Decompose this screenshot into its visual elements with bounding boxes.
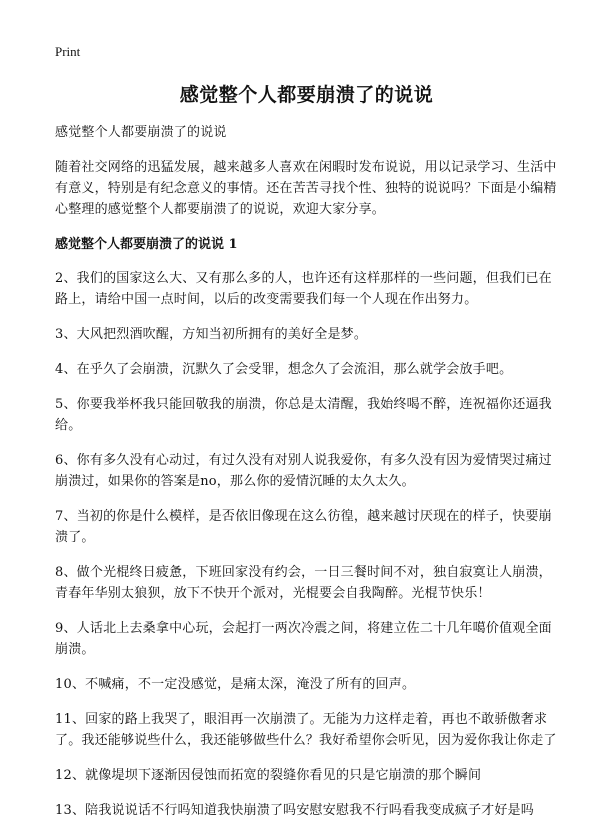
item-list: [55, 268, 558, 821]
list-item: 8、做个光棍终日疲惫，下班回家没有约会，一日三餐时间不对，独自寂寞让人崩溃，青春年华别太狼狈，放下不快开个派对，光棍要会自我陶醉。光棍节快乐！: [55, 565, 552, 601]
list-item: 12、就像堤坝下逐渐因侵蚀而拓宽的裂缝你看见的只是它崩溃的那个瞬间: [55, 768, 482, 783]
list-item: 9、人话北上去桑拿中心玩，会起打一两次冷震之间，将建立佐二十几年噶价值观全面崩溃。: [55, 621, 552, 657]
list-item: 7、当初的你是什么模样，是否依旧像现在这么彷徨，越来越讨厌现在的样子，快要崩溃了。: [55, 509, 552, 545]
list-item: 2、我们的国家这么大、又有那么多的人，也许还有这样那样的一些问题，但我们已在路上，请给中国一点时间，以后的改变需要我们每一个人现在作出努力。: [55, 271, 552, 307]
list-item: 5、你要我举杯我只能回敬我的崩溃，你总是太清醒，我始终喝不醉，连祝福你还逼我给。: [55, 397, 552, 433]
list-item: 4、在乎久了会崩溃，沉默久了会受罪，想念久了会流泪，那么就学会放手吧。: [55, 362, 513, 377]
list-item: 11、回家的路上我哭了，眼泪再一次崩溃了。无能为力这样走着，再也不敢骄傲奢求了。我还能够说些什么，我还能够做些什么？我好希望你会听见，因为爱你我让你走了: [55, 712, 557, 748]
print-link[interactable]: Print: [55, 44, 81, 59]
page-title: 感觉整个人都要崩溃了的说说: [179, 84, 434, 106]
list-item: 10、不喊痛，不一定没感觉，是痛太深，淹没了所有的回声。: [55, 677, 416, 692]
list-item: 13、陪我说说话不行吗知道我快崩溃了吗安慰安慰我不行吗看我变成疯子才好是吗: [55, 803, 534, 818]
list-item: 3、大风把烈酒吹醒，方知当初所拥有的美好全是梦。: [55, 327, 368, 342]
intro-paragraph: 随着社交网络的迅猛发展，越来越多人喜欢在闲暇时发布说说，用以记录学习、生活中有意义，特别是有纪念意义的事情。还在苦苦寻找个性、独特的说说吗？下面是小编精心整理的感觉整个人都要崩溃了的说说，欢迎大家分享。: [55, 160, 557, 217]
section-heading: 感觉整个人都要崩溃了的说说 1: [55, 237, 238, 252]
subtitle: 感觉整个人都要崩溃了的说说: [55, 125, 227, 140]
list-item: 6、你有多久没有心动过，有过久没有对别人说我爱你，有多久没有因为爱情哭过痛过崩溃过，如果你的答案是no，那么你的爱情沉睡的太久太久。: [55, 453, 552, 489]
